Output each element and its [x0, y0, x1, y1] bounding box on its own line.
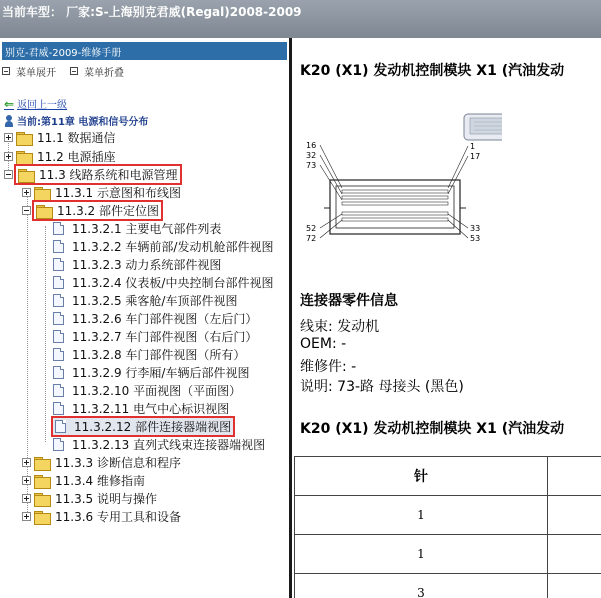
tree-doc-11-3-2-10[interactable]	[53, 382, 241, 399]
pinout-title: K20 (X1) 发动机控制模块 X1 (汽油发动	[300, 421, 565, 437]
selected-highlight-box	[53, 418, 233, 435]
folder-icon	[34, 475, 50, 487]
document-icon	[53, 384, 64, 397]
pin-label: 72	[306, 234, 317, 243]
document-icon	[53, 258, 64, 271]
description-info: 说明: 73-路 母接头 (黑色)	[300, 379, 464, 395]
document-icon	[53, 402, 64, 415]
expand-toggle-icon[interactable]	[22, 494, 31, 503]
connector-title: K20 (X1) 发动机控制模块 X1 (汽油发动	[300, 63, 565, 79]
tree-node-label: 11.3.4 维修指南	[55, 474, 145, 488]
content-panel	[292, 38, 601, 598]
navigation-panel	[0, 38, 291, 598]
document-icon	[55, 420, 66, 433]
tree-node-11-1[interactable]	[4, 129, 116, 146]
connector-info-heading: 连接器零件信息	[300, 293, 398, 309]
current-chapter-label: 当前:第11章 电源和信号分布	[17, 117, 149, 128]
tree-node-11-3-5[interactable]	[22, 490, 157, 507]
expand-toggle-icon[interactable]	[22, 476, 31, 485]
folder-icon	[34, 511, 50, 523]
collapse-menu-button[interactable]	[70, 63, 124, 79]
folder-icon	[34, 493, 50, 505]
tree-doc-label: 11.3.2.9 行李厢/车辆后部件视图	[72, 366, 250, 380]
pin-label: 17	[470, 152, 481, 161]
document-icon	[53, 348, 64, 361]
service-part-info: 维修件: -	[300, 359, 357, 375]
document-icon	[53, 438, 64, 451]
tree-doc-label: 11.3.2.10 平面视图（平面图）	[72, 384, 242, 398]
tree-doc-11-3-2-8[interactable]	[53, 346, 245, 363]
folder-icon	[34, 187, 50, 199]
tree-doc-label: 11.3.2.6 车门部件视图（左后门）	[72, 312, 258, 326]
table-cell	[548, 496, 601, 535]
tree-doc-11-3-2-7[interactable]	[53, 328, 257, 345]
vehicle-model-label: 当前车型： 厂家:S-上海别克君威(Regal)2008-2009	[2, 5, 302, 19]
pin-label: 52	[306, 224, 317, 233]
tree-doc-label: 11.3.2.11 电气中心标识视图	[72, 402, 230, 416]
collapse-toggle-icon[interactable]	[4, 170, 13, 179]
tree-doc-11-3-2-5[interactable]	[53, 292, 237, 309]
tree-node-11-3-1[interactable]	[22, 184, 181, 201]
table-column-header	[548, 457, 601, 496]
tree-node-11-3-4[interactable]	[22, 472, 145, 489]
highlight-box	[34, 202, 161, 219]
current-chapter	[4, 113, 148, 128]
tree-node-label: 11.3.2 部件定位图	[57, 204, 159, 218]
document-icon	[53, 294, 64, 307]
window-header	[0, 0, 601, 38]
tree-doc-label: 11.3.2.7 车门部件视图（右后门）	[72, 330, 258, 344]
tree-node-label: 11.1 数据通信	[37, 131, 116, 145]
table-cell	[548, 535, 601, 574]
folder-icon	[34, 457, 50, 469]
harness-info: 线束: 发动机	[300, 319, 380, 335]
tree-doc-label: 11.3.2.8 车门部件视图（所有）	[72, 348, 246, 362]
back-link[interactable]	[4, 96, 67, 111]
pin-label: 73	[306, 161, 317, 170]
expand-toggle-icon[interactable]	[4, 133, 13, 142]
table-row	[295, 535, 601, 574]
tree-node-11-3-6[interactable]	[22, 508, 181, 525]
panel-title: 别克-君威-2009-维修手册	[2, 42, 287, 60]
folder-icon	[16, 132, 32, 144]
table-row	[295, 496, 601, 535]
tree-node-label: 11.3.5 说明与操作	[55, 492, 157, 506]
oem-info: OEM: -	[300, 336, 347, 352]
document-icon	[53, 276, 64, 289]
highlight-box	[16, 166, 180, 183]
expand-menu-label: 菜单展开	[16, 67, 56, 79]
expand-toggle-icon[interactable]	[4, 152, 13, 161]
tree-doc-11-3-2-12[interactable]	[53, 418, 233, 435]
document-icon	[53, 330, 64, 343]
pin-label: 1	[470, 142, 476, 151]
tree-node-11-3-2[interactable]	[22, 202, 161, 219]
pin-label: 16	[306, 141, 317, 150]
back-link-label: 返回上一级	[17, 100, 68, 111]
collapse-icon	[70, 67, 78, 75]
tree-node-label: 11.3.3 诊断信息和程序	[55, 456, 181, 470]
tree-doc-label: 11.3.2.4 仪表板/中央控制台部件视图	[72, 276, 274, 290]
expand-icon	[2, 67, 10, 75]
document-icon	[53, 240, 64, 253]
open-folder-icon	[36, 205, 52, 217]
collapse-menu-label: 菜单折叠	[84, 67, 124, 79]
tree-node-11-3-3[interactable]	[22, 454, 181, 471]
pin-label: 32	[306, 151, 317, 160]
tree-node-label: 11.2 电源插座	[37, 150, 116, 164]
expand-menu-button[interactable]	[2, 63, 56, 79]
tree-doc-label: 11.3.2.2 车辆前部/发动机舱部件视图	[72, 240, 274, 254]
expand-toggle-icon[interactable]	[22, 512, 31, 521]
collapse-toggle-icon[interactable]	[22, 206, 31, 215]
tree-doc-label: 11.3.2.1 主要电气部件列表	[72, 222, 222, 236]
document-icon	[53, 366, 64, 379]
tree-doc-label: 11.3.2.12 部件连接器端视图	[74, 420, 232, 434]
document-icon	[53, 222, 64, 235]
tree-node-label: 11.3 线路系统和电源管理	[39, 168, 178, 182]
connector-3d-icon	[464, 114, 502, 140]
expand-toggle-icon[interactable]	[22, 458, 31, 467]
tree-doc-11-3-2-2[interactable]	[53, 238, 273, 255]
tree-node-11-3[interactable]	[4, 166, 180, 183]
connector-face-view	[320, 145, 468, 238]
pin-cell: 3	[295, 574, 548, 598]
tree-doc-11-3-2-11[interactable]	[53, 400, 229, 417]
tree-node-label: 11.3.6 专用工具和设备	[55, 510, 181, 524]
tree-node-11-2[interactable]	[4, 148, 116, 165]
pin-label: 33	[470, 224, 481, 233]
tree-toolbar	[2, 63, 124, 79]
tree-doc-11-3-2-9[interactable]	[53, 364, 249, 381]
pin-column-header: 针	[295, 457, 548, 496]
table-row	[295, 574, 601, 598]
tree-node-label: 11.3.1 示意图和布线图	[55, 186, 181, 200]
document-icon	[53, 312, 64, 325]
user-icon	[4, 115, 14, 127]
tree-doc-11-3-2-13[interactable]	[53, 436, 265, 453]
pin-label: 53	[470, 234, 481, 243]
tree-doc-label: 11.3.2.5 乘客舱/车顶部件视图	[72, 294, 238, 308]
pin-cell: 1	[295, 496, 548, 535]
tree-doc-11-3-2-6[interactable]	[53, 310, 257, 327]
open-folder-icon	[18, 169, 34, 181]
tree-guide-line	[45, 226, 46, 442]
tree-doc-11-3-2-4[interactable]	[53, 274, 273, 291]
table-cell	[548, 574, 601, 598]
tree-doc-label: 11.3.2.13 直列式线束连接器端视图	[72, 438, 266, 452]
tree-doc-11-3-2-1[interactable]	[53, 220, 221, 237]
connector-diagram	[302, 108, 502, 248]
pinout-table	[294, 456, 601, 598]
folder-icon	[16, 151, 32, 163]
table-header-row	[295, 457, 601, 496]
back-arrow-icon: ⇐	[4, 96, 15, 111]
expand-toggle-icon[interactable]	[22, 188, 31, 197]
tree-doc-label: 11.3.2.3 动力系统部件视图	[72, 258, 222, 272]
pin-cell: 1	[295, 535, 548, 574]
tree-doc-11-3-2-3[interactable]	[53, 256, 221, 273]
